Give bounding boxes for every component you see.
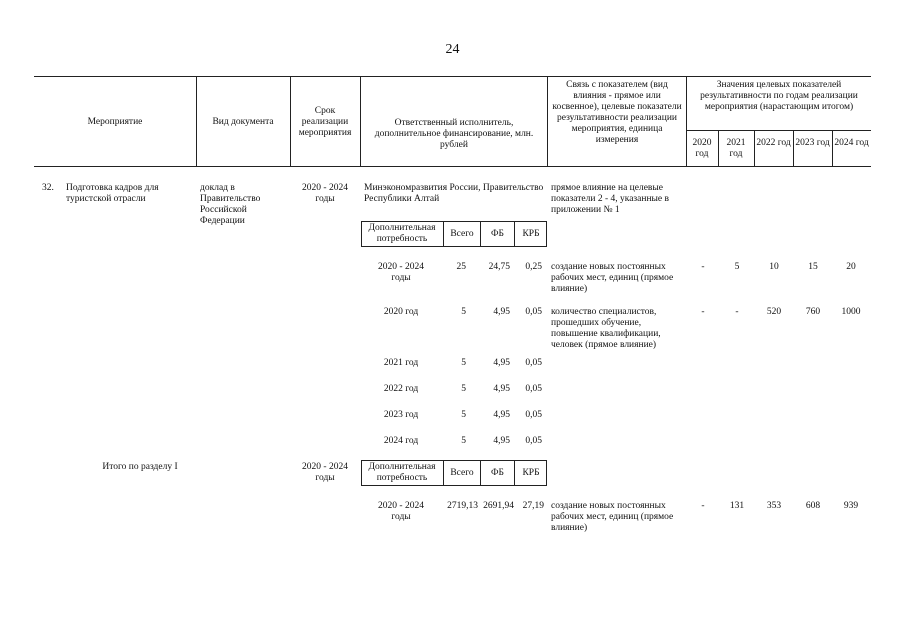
financing-total-label: Всего [450,468,474,478]
fin-krb: 0,05 [525,436,542,446]
header-top-rule [34,76,871,77]
indicator-value-2020: - [701,262,705,272]
fin-total: 25 [456,262,466,272]
fin-krb: 0,05 [525,410,542,420]
fin-fb: 4,95 [493,358,510,368]
financing-total-label: Всего [450,229,474,239]
fin-total: 2719,13 [447,501,478,511]
header-year-2022: 2022 год [756,138,791,148]
year-divider [718,130,719,166]
years-rule [686,130,871,131]
document-type: доклад в Правительство Российской Федерации [200,183,261,226]
indicator-text: создание новых постоянных рабочих мест, единиц (прямое влияние) [551,501,674,533]
fin-period: 2024 год [383,436,419,446]
header-col-divider [360,76,361,166]
fin-krb: 0,05 [525,358,542,368]
fin-total: 5 [461,436,466,446]
year-divider [793,130,794,166]
header-document-type: Вид документа [212,117,274,127]
activity-name: Подготовка кадров для туристской отрасли [66,183,159,204]
indicator-text: количество специалистов, прошедших обучение, повышение квалификации, человек (прямое влияние) [551,307,661,350]
year-divider [754,130,755,166]
fin-fb: 2691,94 [483,501,514,511]
header-col-divider [686,76,687,166]
indicator-value-2024: 1000 [841,307,861,317]
indicator-value-2023: 15 [808,262,818,272]
indicator-value-2022: 520 [766,307,782,317]
header-target-values: Значения целевых показателей результативности по годам реализации мероприятия (нарастающим итогом) [700,80,858,112]
page-number: 24 [445,42,460,57]
fin-krb: 0,05 [525,307,542,317]
header-year-2024: 2024 год [834,138,869,148]
indicator-value-2024: 939 [843,501,859,511]
indicator-text: создание новых постоянных рабочих мест, единиц (прямое влияние) [551,262,674,294]
fin-total: 5 [461,358,466,368]
year-divider [832,130,833,166]
fin-period: 2020 - 2024 годы [378,501,424,522]
header-col-divider [547,76,548,166]
indicator-value-2023: 608 [805,501,821,511]
financing-fb-label: ФБ [491,229,504,239]
fin-period: 2020 - 2024 годы [378,262,424,283]
header-col-divider [290,76,291,166]
header-activity: Мероприятие [87,117,143,127]
header-indicator-link: Связь с показателем (вид влияния - прямое или косвенное), целевые показатели результативности реализации мероприятия, единица измерения [552,80,682,145]
section-total-term: 2020 - 2024 годы [302,462,348,483]
indicator-link: прямое влияние на целевые показатели 2 - 4, указанные в приложении № 1 [551,183,670,215]
fin-total: 5 [461,384,466,394]
fin-period: 2021 год [383,358,419,368]
indicator-value-2020: - [701,307,705,317]
indicator-value-2021: 131 [729,501,745,511]
financing-fb-label: ФБ [491,468,504,478]
fin-fb: 24,75 [488,262,510,272]
row-number: 32. [42,183,54,193]
financing-krb-label: КРБ [522,468,540,478]
fin-total: 5 [461,307,466,317]
fin-krb: 27,19 [522,501,544,511]
section-total-label: Итого по разделу I [102,462,178,472]
fin-fb: 4,95 [493,307,510,317]
fin-period: 2020 год [383,307,419,317]
fin-fb: 4,95 [493,384,510,394]
indicator-value-2023: 760 [805,307,821,317]
header-year-2020: 2020 год [692,138,712,159]
indicator-value-2021: - [735,307,739,317]
fin-total: 5 [461,410,466,420]
fin-fb: 4,95 [493,410,510,420]
fin-period: 2023 год [383,410,419,420]
fin-krb: 0,05 [525,384,542,394]
financing-krb-label: КРБ [522,229,540,239]
financing-need-label: Дополнительная потребность [368,223,436,244]
header-term: Срок реализации мероприятия [298,106,352,138]
indicator-value-2022: 353 [766,501,782,511]
header-year-2023: 2023 год [795,138,830,148]
fin-krb: 0,25 [525,262,542,272]
header-year-2021: 2021 год [726,138,746,159]
financing-need-label: Дополнительная потребность [368,462,436,483]
fin-fb: 4,95 [493,436,510,446]
indicator-value-2021: 5 [734,262,740,272]
header-executor: Ответственный исполнитель, дополнительное финансирование, млн. рублей [374,118,534,150]
header-bottom-rule [34,166,871,167]
executor: Минэкономразвития России, Правительство Республики Алтай [364,183,544,204]
indicator-value-2020: - [701,501,705,511]
indicator-value-2024: 20 [846,262,856,272]
fin-period: 2022 год [383,384,419,394]
term: 2020 - 2024 годы [302,183,348,204]
indicator-value-2022: 10 [769,262,779,272]
